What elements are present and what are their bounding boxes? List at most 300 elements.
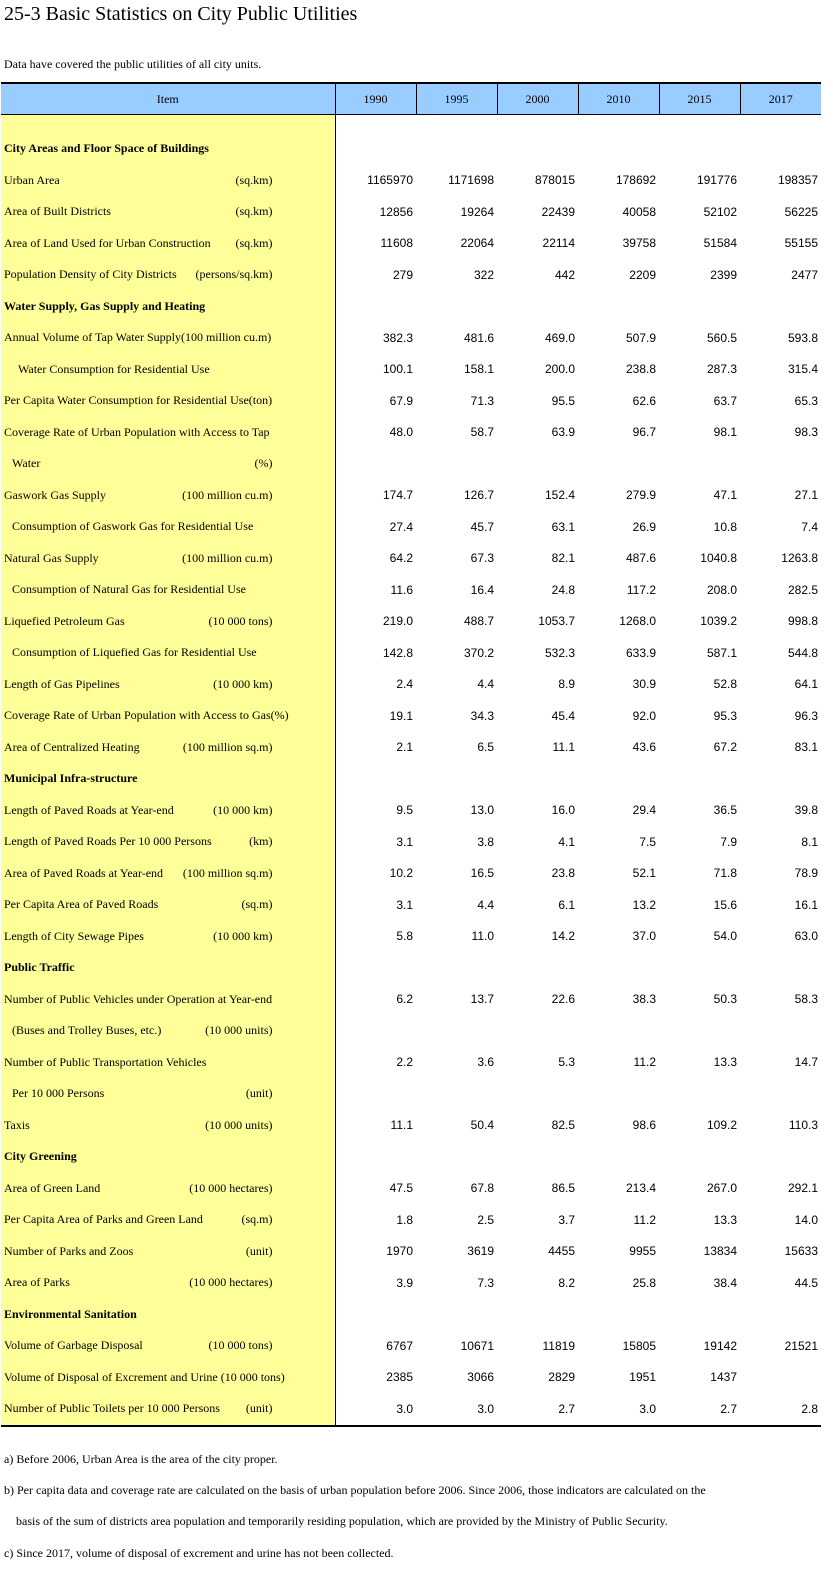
item-cell (1, 858, 335, 890)
spacer-cell (740, 115, 821, 134)
table-row (1, 1173, 821, 1205)
value-cell (740, 763, 821, 795)
value-cell: 39.8 (794, 803, 818, 818)
footnote-b-continued: basis of the sum of districts area population and temporarily residing population, which are provided by the Ministry of Public Security. (16, 1514, 668, 1528)
item-label: Taxis (4, 1117, 30, 1132)
value-cell: 11.6 (390, 582, 413, 597)
value-cell (335, 952, 416, 984)
value-cell (659, 1078, 740, 1110)
table-body (1, 115, 821, 1426)
item-label: Consumption of Gaswork Gas for Residential Use (12, 519, 254, 534)
value-cell (335, 1015, 416, 1047)
value-cell: 11.1 (552, 740, 575, 755)
item-label-wrap (1, 362, 335, 377)
value-cell: 10671 (460, 1338, 494, 1353)
item-unit: (%) (254, 456, 273, 471)
value-cell (740, 1015, 821, 1047)
item-label: Number of Public Vehicles under Operation at Year-end (4, 991, 273, 1006)
header-year-1995: 1995 (416, 83, 497, 115)
value-cell (659, 1015, 740, 1047)
item-unit: (100 million sq.m) (182, 739, 273, 754)
item-label: Length of Gas Pipelines (4, 676, 120, 691)
table-row (1, 511, 821, 543)
item-label: Natural Gas Supply (4, 550, 99, 565)
item-cell (1, 732, 335, 764)
item-cell (1, 763, 335, 795)
item-label: Area of Parks (4, 1275, 70, 1290)
item-label-wrap (1, 1244, 335, 1259)
table-row (1, 1362, 821, 1394)
value-cell: 1.8 (396, 1212, 413, 1227)
item-cell (1, 921, 335, 953)
value-cell: 27.1 (794, 488, 818, 503)
value-cell: 1165970 (367, 173, 413, 188)
item-cell (1, 606, 335, 638)
table-row (1, 574, 821, 606)
item-label: Per Capita Water Consumption for Residential Use(ton) (4, 393, 273, 408)
item-label: Number of Public Transportation Vehicles (4, 1054, 207, 1069)
table-row (1, 196, 821, 228)
value-cell: 16.0 (551, 803, 575, 818)
table-row (1, 1047, 821, 1079)
item-unit: (100 million sq.m) (182, 865, 273, 880)
value-cell: 198357 (777, 173, 818, 188)
item-label-wrap (1, 1086, 335, 1101)
value-cell: 8.1 (801, 834, 818, 849)
value-cell: 16.5 (470, 866, 494, 881)
value-cell: 152.4 (544, 488, 575, 503)
footnote-a: a) Before 2006, Urban Area is the area of the city proper. (4, 1452, 278, 1466)
value-cell: 1970 (386, 1244, 413, 1259)
value-cell: 96.3 (794, 708, 818, 723)
value-cell (578, 448, 659, 480)
value-cell: 13.3 (713, 1055, 737, 1070)
item-label: Number of Parks and Zoos (4, 1243, 134, 1258)
value-cell: 8.9 (558, 677, 575, 692)
value-cell: 71.8 (713, 866, 737, 881)
value-cell: 267.0 (706, 1181, 737, 1196)
value-cell (740, 1141, 821, 1173)
item-label-wrap (1, 393, 335, 408)
value-cell: 2477 (791, 267, 818, 282)
item-label: Gaswork Gas Supply (4, 487, 106, 502)
value-cell: 3.0 (335, 1393, 416, 1426)
value-cell: 63.0 (794, 929, 818, 944)
value-cell (740, 133, 821, 165)
item-label: Coverage Rate of Urban Population with Access to Tap (4, 424, 270, 439)
item-cell (1, 1236, 335, 1268)
value-cell: 50.3 (713, 992, 737, 1007)
item-label-wrap (1, 992, 335, 1007)
item-unit: (10 000 km) (213, 676, 273, 691)
item-label: Volume of Garbage Disposal (4, 1338, 143, 1353)
spacer-cell (659, 115, 740, 134)
value-cell: 6.5 (477, 740, 494, 755)
value-cell: 5.8 (396, 929, 413, 944)
value-cell (416, 1078, 497, 1110)
table-row (1, 700, 821, 732)
item-cell (1, 669, 335, 701)
item-cell (1, 259, 335, 291)
value-cell: 2.1 (396, 740, 413, 755)
value-cell: 82.1 (551, 551, 575, 566)
value-cell: 4.1 (558, 834, 575, 849)
page-subtitle: Data have covered the public utilities of all city units. (4, 57, 262, 71)
value-cell: 25.8 (632, 1275, 656, 1290)
value-cell (740, 1362, 821, 1394)
item-cell (1, 1110, 335, 1142)
value-cell: 10.2 (389, 866, 413, 881)
value-cell: 2.4 (396, 677, 413, 692)
item-label-wrap (1, 236, 335, 251)
item-cell (1, 1299, 335, 1331)
item-label-wrap (1, 551, 335, 566)
value-cell: 67.9 (389, 393, 413, 408)
value-cell: 7.5 (639, 834, 656, 849)
item-unit: (10 000 units) (205, 1023, 273, 1038)
value-cell (335, 1299, 416, 1331)
item-label-wrap (1, 740, 335, 755)
value-cell: 13.3 (713, 1212, 737, 1227)
category-label: Water Supply, Gas Supply and Heating (4, 298, 206, 313)
value-cell: 2.2 (396, 1055, 413, 1070)
item-label: Per Capita Area of Paved Roads (4, 897, 159, 912)
value-cell: 34.3 (470, 708, 494, 723)
item-cell (1, 1267, 335, 1299)
table-row (1, 1330, 821, 1362)
item-label-wrap (1, 330, 335, 345)
value-cell: 5.3 (558, 1055, 575, 1070)
table-row (1, 480, 821, 512)
value-cell: 11819 (542, 1338, 575, 1353)
table-header-row (1, 83, 821, 115)
table-row (1, 921, 821, 953)
value-cell (578, 1141, 659, 1173)
item-label: Length of Paved Roads Per 10 000 Persons (4, 834, 212, 849)
value-cell: 21521 (784, 1338, 818, 1353)
item-unit: (100 million cu.m) (182, 550, 273, 565)
item-label-wrap (1, 519, 335, 534)
value-cell (659, 763, 740, 795)
value-cell: 39758 (622, 236, 656, 251)
item-label: Water Consumption for Residential Use (18, 361, 210, 376)
value-cell: 2.7 (497, 1393, 578, 1426)
value-cell: 36.5 (713, 803, 737, 818)
value-cell: 13.2 (632, 897, 656, 912)
value-cell (497, 1015, 578, 1047)
table-row (1, 669, 821, 701)
item-cell (1, 480, 335, 512)
table-row (1, 795, 821, 827)
value-cell: 11.0 (471, 929, 494, 944)
item-label: Length of Paved Roads at Year-end (4, 802, 174, 817)
value-cell: 4.4 (477, 897, 494, 912)
value-cell (659, 448, 740, 480)
value-cell (497, 1078, 578, 1110)
item-label: Consumption of Natural Gas for Residential Use (12, 582, 246, 597)
table-row (1, 732, 821, 764)
value-cell: 64.2 (389, 551, 413, 566)
value-cell: 9955 (629, 1244, 656, 1259)
value-cell: 200.0 (544, 362, 575, 377)
table-row (1, 1015, 821, 1047)
value-cell: 23.8 (551, 866, 575, 881)
item-unit: (persons/sq.km) (195, 267, 273, 282)
table-row (1, 1236, 821, 1268)
value-cell: 370.2 (463, 645, 494, 660)
value-cell: 52.8 (713, 677, 737, 692)
item-cell (1, 385, 335, 417)
value-cell: 27.4 (389, 519, 413, 534)
item-unit: (10 000 units) (205, 1117, 273, 1132)
value-cell: 2209 (629, 267, 656, 282)
value-cell: 2385 (386, 1370, 413, 1385)
value-cell (578, 952, 659, 984)
value-cell: 83.1 (794, 740, 818, 755)
value-cell: 16.1 (794, 897, 818, 912)
value-cell: 4.4 (477, 677, 494, 692)
item-label-wrap (1, 614, 335, 629)
value-cell (416, 448, 497, 480)
item-label: Liquefied Petroleum Gas (4, 613, 125, 628)
value-cell (335, 291, 416, 323)
value-cell (740, 1299, 821, 1331)
value-cell: 3.6 (477, 1055, 494, 1070)
value-cell: 3.0 (578, 1393, 659, 1426)
item-cell (1, 291, 335, 323)
value-cell: 191776 (696, 173, 737, 188)
item-cell (1, 826, 335, 858)
value-cell: 507.9 (625, 330, 656, 345)
table-row (1, 228, 821, 260)
item-cell (1, 637, 335, 669)
value-cell (497, 448, 578, 480)
item-cell (1, 165, 335, 197)
table-row (1, 417, 821, 449)
table-row (1, 1204, 821, 1236)
category-label: City Areas and Floor Space of Buildings (4, 141, 209, 156)
value-cell: 52.1 (632, 866, 656, 881)
value-cell: 82.5 (551, 1118, 575, 1133)
item-unit: (sq.km) (235, 204, 273, 219)
value-cell (335, 1141, 416, 1173)
table-row (1, 984, 821, 1016)
item-label-wrap (1, 803, 335, 818)
value-cell (335, 1078, 416, 1110)
spacer-item-cell (1, 115, 335, 134)
header-year-2010: 2010 (578, 83, 659, 115)
item-label: Length of City Sewage Pipes (4, 928, 144, 943)
value-cell: 14.2 (551, 929, 575, 944)
value-cell: 51584 (703, 236, 737, 251)
value-cell: 1951 (629, 1370, 656, 1385)
value-cell: 45.4 (551, 708, 575, 723)
value-cell: 11608 (380, 236, 413, 251)
value-cell: 279 (392, 267, 413, 282)
item-cell (1, 354, 335, 386)
category-label: Municipal Infra-structure (4, 771, 138, 786)
value-cell (335, 133, 416, 165)
value-cell (497, 1299, 578, 1331)
item-unit: (10 000 tons) (208, 613, 273, 628)
table-category-row (1, 1141, 821, 1173)
header-year-2015: 2015 (659, 83, 740, 115)
value-cell: 2.8 (740, 1393, 821, 1426)
value-cell (578, 1015, 659, 1047)
item-label: Area of Centralized Heating (4, 739, 140, 754)
item-cell (1, 1173, 335, 1205)
table-row (1, 858, 821, 890)
value-cell (659, 1141, 740, 1173)
value-cell: 3.0 (416, 1393, 497, 1426)
value-cell: 10.8 (713, 519, 737, 534)
table-row (1, 165, 821, 197)
value-cell: 13.0 (470, 803, 494, 818)
value-cell: 2399 (710, 267, 737, 282)
value-cell: 1053.7 (538, 614, 575, 629)
value-cell (416, 952, 497, 984)
value-cell: 142.8 (382, 645, 413, 660)
value-cell: 47.5 (389, 1181, 413, 1196)
item-unit: (sq.km) (235, 172, 273, 187)
spacer-cell (335, 115, 416, 134)
item-unit: (unit) (245, 1401, 273, 1416)
value-cell (659, 1299, 740, 1331)
item-cell (1, 417, 335, 449)
table-row (1, 354, 821, 386)
table-row (1, 606, 821, 638)
table-row (1, 826, 821, 858)
item-cell (1, 1393, 335, 1426)
value-cell: 3066 (467, 1370, 494, 1385)
value-cell (416, 291, 497, 323)
value-cell: 13.7 (470, 992, 494, 1007)
item-label-wrap (1, 456, 335, 471)
value-cell (416, 1015, 497, 1047)
item-unit: (10 000 hectares) (189, 1275, 273, 1290)
value-cell: 178692 (615, 173, 656, 188)
value-cell: 117.2 (626, 582, 656, 597)
value-cell (578, 763, 659, 795)
table-category-row (1, 952, 821, 984)
value-cell: 2.7 (659, 1393, 740, 1426)
value-cell: 63.7 (713, 393, 737, 408)
value-cell: 15.6 (713, 897, 737, 912)
item-label-wrap (1, 866, 335, 881)
item-label-wrap (1, 267, 335, 282)
header-year-2000: 2000 (497, 83, 578, 115)
value-cell (497, 291, 578, 323)
value-cell: 11.1 (390, 1118, 413, 1133)
item-label: Consumption of Liquefied Gas for Residential Use (12, 645, 257, 660)
item-label-wrap (1, 1055, 335, 1070)
item-cell (1, 1330, 335, 1362)
item-cell (1, 1015, 335, 1047)
item-cell (1, 228, 335, 260)
item-label-wrap (1, 677, 335, 692)
table-row (1, 322, 821, 354)
value-cell: 322 (473, 267, 494, 282)
value-cell: 50.4 (470, 1118, 494, 1133)
value-cell: 14.7 (794, 1055, 818, 1070)
value-cell: 8.2 (558, 1275, 575, 1290)
category-label: Environmental Sanitation (4, 1306, 137, 1321)
item-cell (1, 889, 335, 921)
item-unit: (10 000 km) (213, 802, 273, 817)
value-cell: 19142 (703, 1338, 737, 1353)
value-cell (659, 133, 740, 165)
value-cell (578, 291, 659, 323)
value-cell (740, 952, 821, 984)
item-label: Area of Paved Roads at Year-end (4, 865, 164, 880)
value-cell: 109.2 (706, 1118, 737, 1133)
value-cell: 7.4 (801, 519, 818, 534)
value-cell: 3.1 (396, 834, 413, 849)
item-label-wrap (1, 582, 335, 597)
item-unit: (km) (249, 834, 273, 849)
item-cell (1, 574, 335, 606)
item-label: (Buses and Trolley Buses, etc.) (12, 1023, 162, 1038)
value-cell: 92.0 (632, 708, 656, 723)
value-cell: 29.4 (632, 803, 656, 818)
value-cell: 22114 (542, 236, 575, 251)
value-cell: 95.3 (713, 708, 737, 723)
value-cell: 47.1 (713, 488, 737, 503)
item-label: Area of Land Used for Urban Construction (4, 235, 211, 250)
value-cell: 96.7 (632, 425, 656, 440)
item-label: Number of Public Toilets per 10 000 Persons (4, 1401, 220, 1416)
item-unit: (unit) (245, 1243, 273, 1258)
item-label-wrap (1, 834, 335, 849)
value-cell (497, 133, 578, 165)
item-label-wrap (1, 929, 335, 944)
spacer-cell (416, 115, 497, 134)
item-label: Per Capita Area of Parks and Green Land (4, 1212, 203, 1227)
value-cell: 7.3 (477, 1275, 494, 1290)
value-cell: 1437 (710, 1370, 737, 1385)
item-label-wrap (1, 1275, 335, 1290)
value-cell: 78.9 (794, 866, 818, 881)
value-cell: 481.6 (463, 330, 494, 345)
value-cell (497, 1141, 578, 1173)
category-label: City Greening (4, 1149, 77, 1164)
value-cell: 95.5 (551, 393, 575, 408)
item-cell (1, 196, 335, 228)
item-label: Area of Green Land (4, 1180, 101, 1195)
value-cell: 110.3 (788, 1118, 818, 1133)
category-label: Public Traffic (4, 960, 75, 975)
value-cell: 488.7 (463, 614, 494, 629)
footnote-b: b) Per capita data and coverage rate are calculated on the basis of urban population before 2006. Since 2006, those indicators are calculated on the (4, 1483, 706, 1497)
table-category-row (1, 133, 821, 165)
value-cell: 1263.8 (781, 551, 818, 566)
value-cell: 9.5 (396, 803, 413, 818)
item-cell (1, 1204, 335, 1236)
table-row (1, 1393, 821, 1426)
item-cell (1, 1047, 335, 1079)
value-cell: 26.9 (632, 519, 656, 534)
header-item: Item (1, 83, 335, 115)
item-cell (1, 133, 335, 165)
value-cell: 67.8 (470, 1181, 494, 1196)
value-cell: 48.0 (389, 425, 413, 440)
value-cell (740, 448, 821, 480)
item-label-wrap (1, 708, 335, 723)
item-label-wrap (1, 1212, 335, 1227)
item-cell (1, 1141, 335, 1173)
value-cell: 2829 (548, 1370, 575, 1385)
header-year-1990: 1990 (335, 83, 416, 115)
